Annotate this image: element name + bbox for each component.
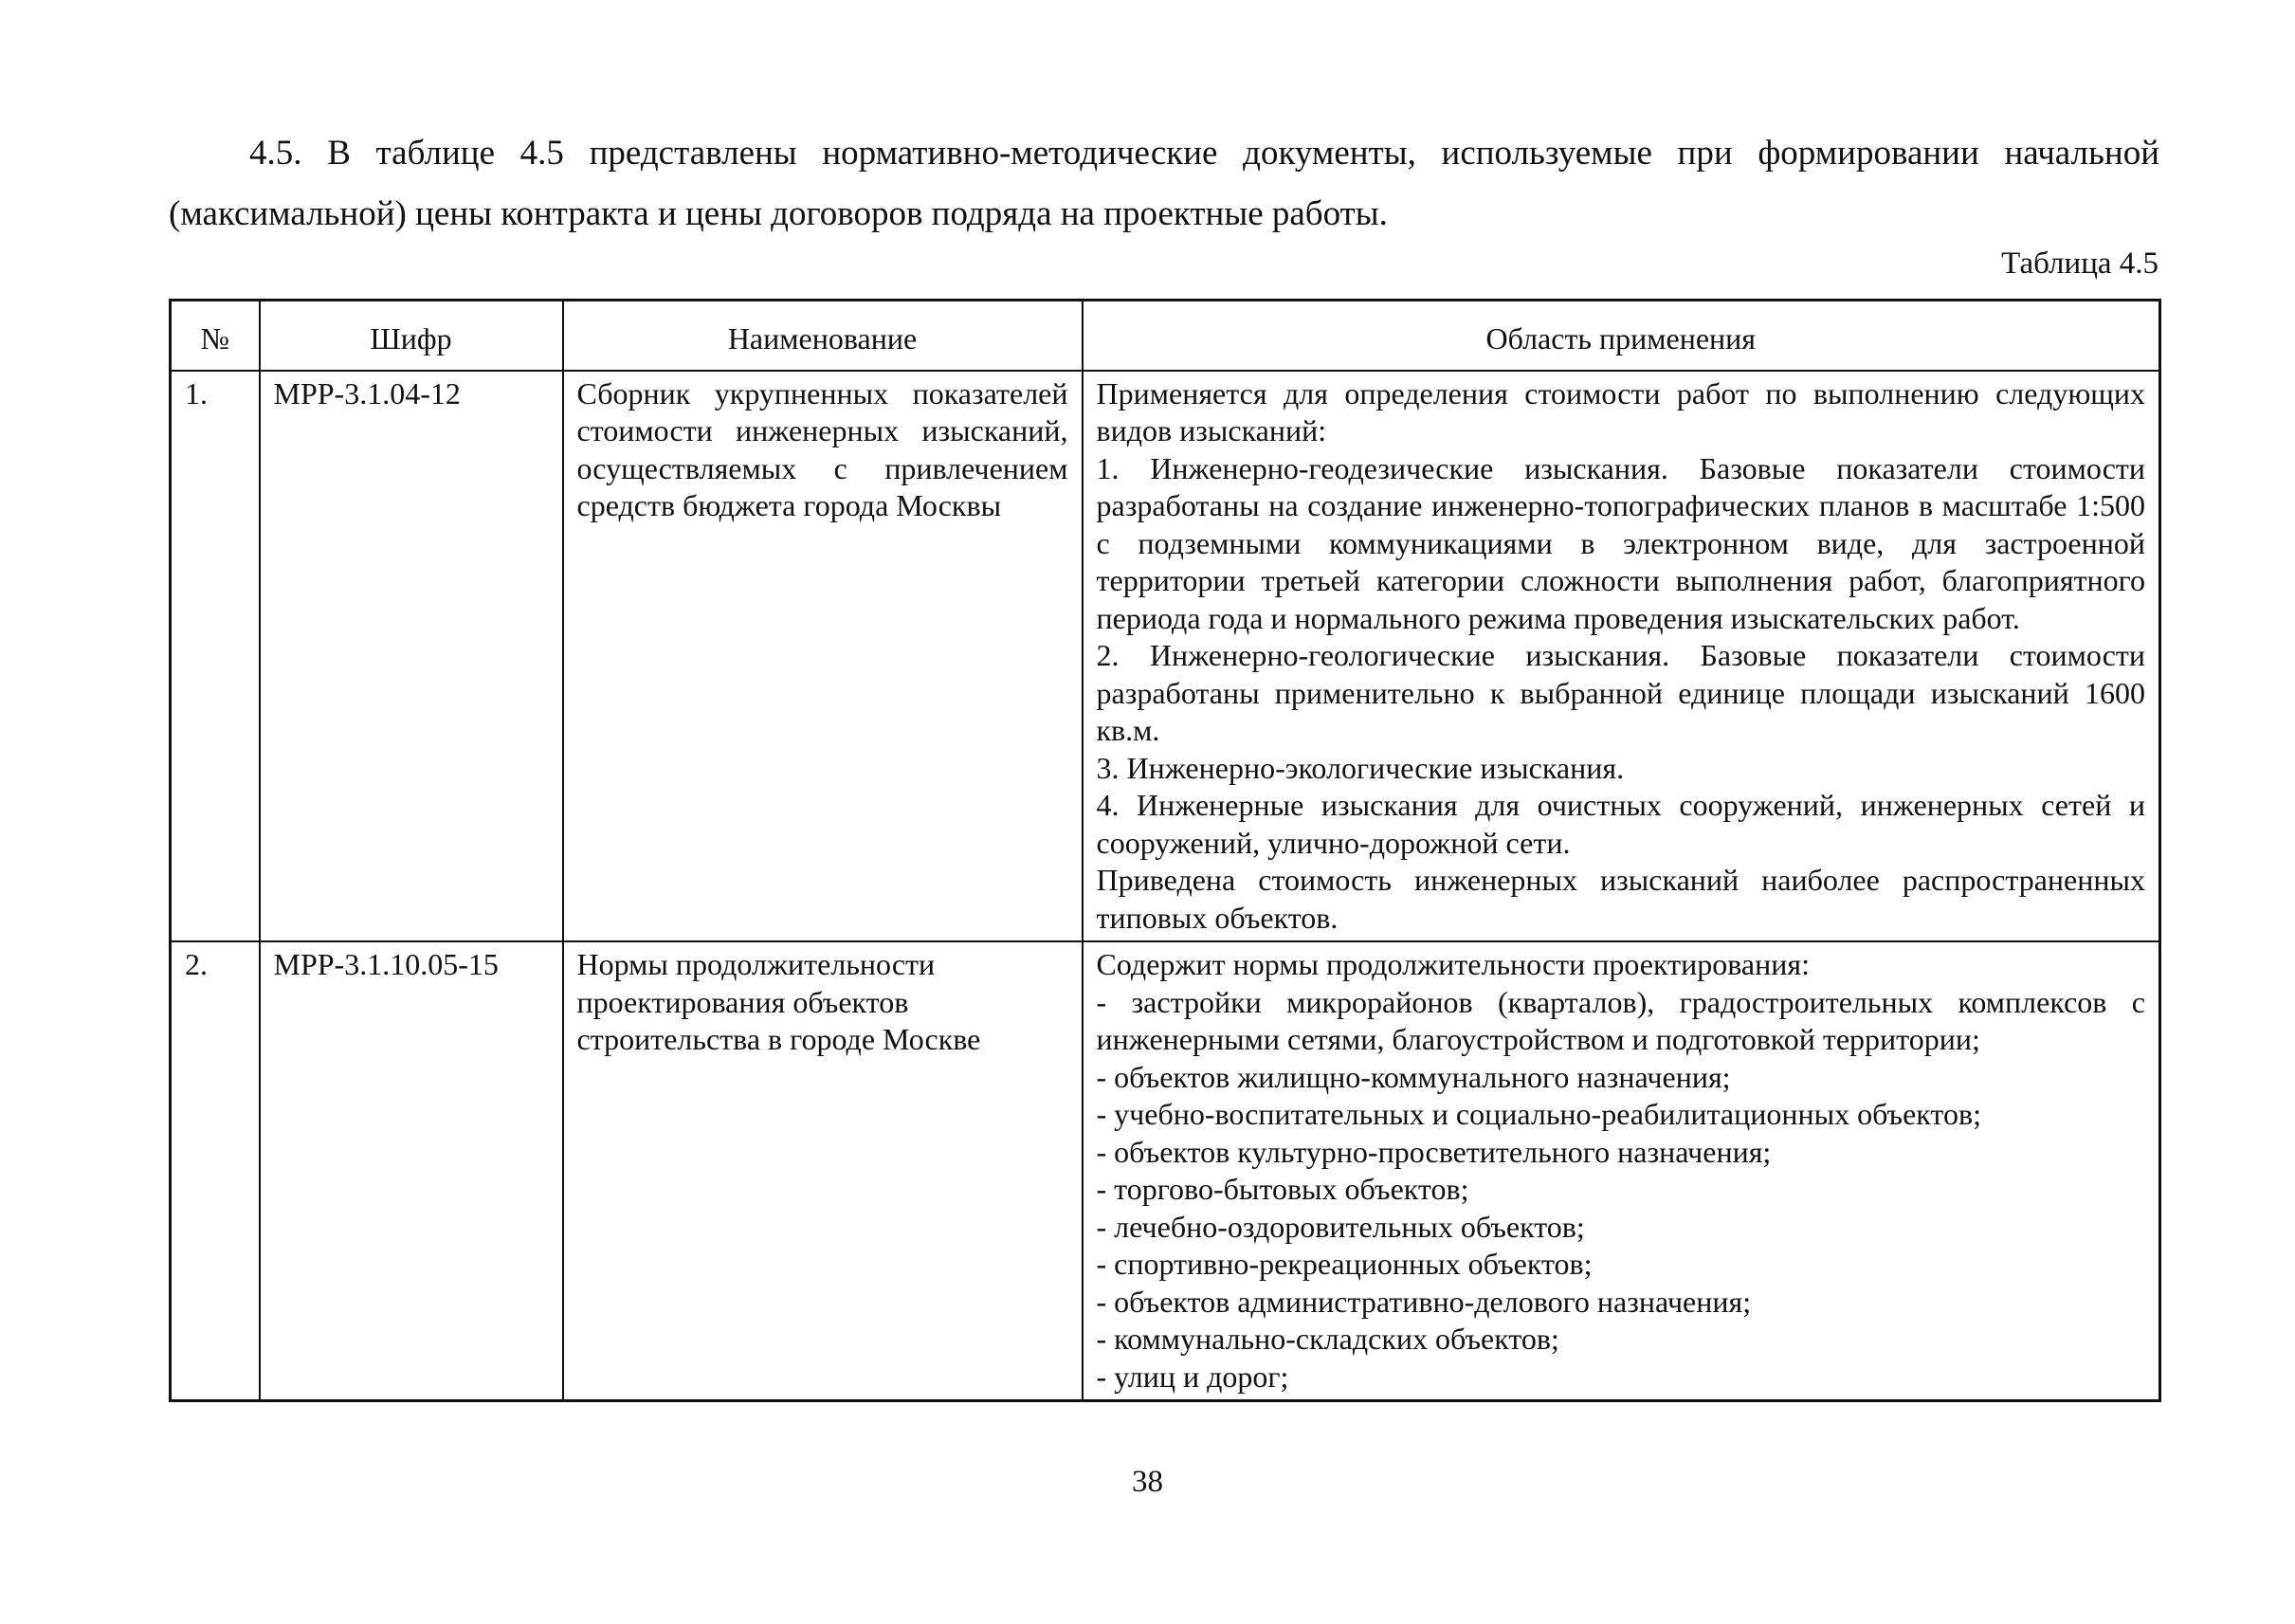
table-header-row — [171, 301, 2160, 371]
scope-line: - коммунально-складских объектов; — [1096, 1322, 1559, 1356]
page-number: 38 — [1132, 1465, 1163, 1499]
row-code: МРР-3.1.04-12 — [260, 371, 563, 942]
row-code: МРР-3.1.10.05-15 — [260, 941, 563, 1401]
scope-line: - объектов культурно-просветительного назначения; — [1096, 1134, 1772, 1169]
scope-line: - улиц и дорог; — [1096, 1359, 1289, 1394]
header-code: Шифр — [260, 301, 563, 371]
row-name: Сборник укрупненных показателей стоимости инженерных изысканий, осуществляемых с привлечением средств бюджета города Москвы — [563, 371, 1083, 942]
scope-line: Содержит нормы продолжительности проектирования: — [1096, 947, 1810, 981]
scope-line: - спортивно-рекреационных объектов; — [1096, 1247, 1593, 1281]
row-name: Нормы продолжительности проектирования объектов строительства в городе Москве — [563, 941, 1083, 1401]
header-number: № — [171, 301, 260, 371]
scope-line: - лечебно-оздоровительных объектов; — [1096, 1209, 1585, 1244]
scope-line: 3. Инженерно-экологические изыскания. — [1096, 750, 1625, 785]
scope-line: - застройки микрорайонов (кварталов), градостроительных комплексов с инженерными сетями, благоустройством и подготовкой территории; — [1096, 984, 2145, 1056]
scope-line: 4. Инженерные изыскания для очистных сооружений, инженерных сетей и сооружений, улично-дорожной сети. — [1096, 788, 2145, 860]
scope-line: Приведена стоимость инженерных изысканий наиболее распространенных типовых объектов. — [1096, 863, 2145, 935]
scope-line: 2. Инженерно-геологические изыскания. Базовые показатели стоимости разработаны применительно к выбранной единице площади изысканий 1600 кв.м. — [1096, 638, 2145, 747]
scope-line: - торгово-бытовых объектов; — [1096, 1172, 1469, 1206]
scope-line: - объектов жилищно-коммунального назначения; — [1096, 1059, 1731, 1094]
header-name: Наименование — [563, 301, 1083, 371]
scope-line: Применяется для определения стоимости работ по выполнению следующих видов изысканий: — [1096, 375, 2145, 447]
row-number: 1. — [171, 371, 260, 942]
row-number: 2. — [171, 941, 260, 1401]
header-scope: Область применения — [1083, 301, 2160, 371]
table-row — [171, 371, 2160, 942]
row-scope — [1083, 371, 2160, 942]
scope-line: 1. Инженерно-геодезические изыскания. Базовые показатели стоимости разработаны на создание инженерно-топографических планов в масштабе 1:500 с подземными коммуникациями в электронном виде, для застроенной территории третьей категории сложности выполнения работ, благоприятного периода года и нормального режима проведения изыскательских работ. — [1096, 450, 2145, 635]
scope-line: - учебно-воспитательных и социально-реабилитационных объектов; — [1096, 1097, 1981, 1131]
row-scope — [1083, 941, 2160, 1401]
documents-table — [169, 299, 2161, 1402]
table-caption: Таблица 4.5 — [2001, 246, 2158, 281]
intro-paragraph: 4.5. В таблице 4.5 представлены нормативно-методические документы, используемые при формировании начальной (максимальной) цены контракта и цены договоров подряда на проектные работы. — [169, 134, 2159, 233]
table-row — [171, 941, 2160, 1401]
scope-line: - объектов административно-делового назначения; — [1096, 1284, 1752, 1319]
